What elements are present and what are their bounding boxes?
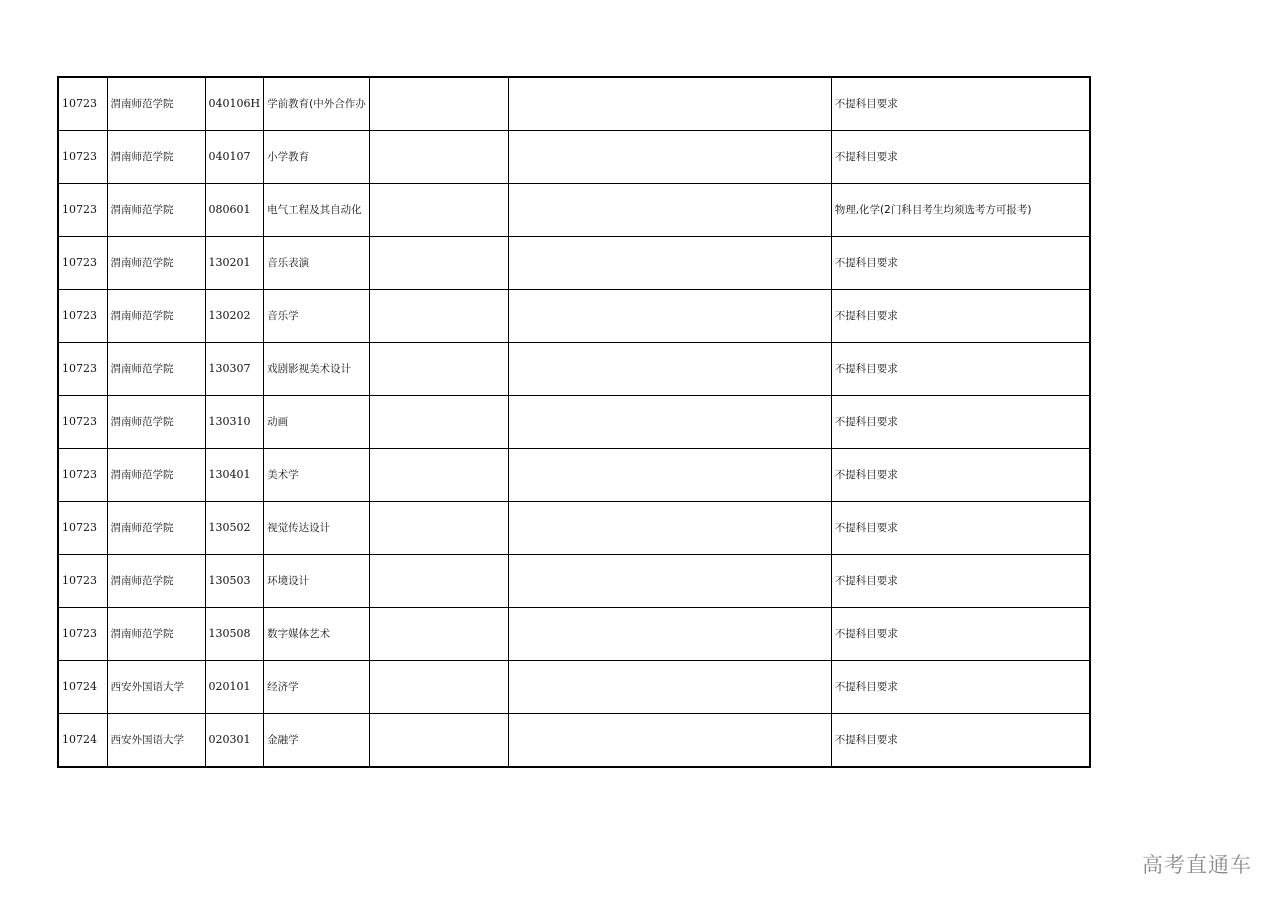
subject-requirement-cell: 不提科目要求 bbox=[831, 290, 1090, 343]
blank-cell bbox=[508, 661, 831, 714]
blank-cell bbox=[369, 131, 508, 184]
subject-requirement-cell: 不提科目要求 bbox=[831, 714, 1090, 768]
school-code-cell: 10723 bbox=[58, 396, 107, 449]
school-code-cell: 10723 bbox=[58, 77, 107, 131]
major-name-cell: 动画 bbox=[264, 396, 370, 449]
major-name-cell: 戏剧影视美术设计 bbox=[264, 343, 370, 396]
major-code-cell: 130310 bbox=[205, 396, 264, 449]
blank-cell bbox=[508, 502, 831, 555]
major-code-cell: 130503 bbox=[205, 555, 264, 608]
blank-cell bbox=[508, 131, 831, 184]
major-code-cell: 130202 bbox=[205, 290, 264, 343]
major-name-cell: 音乐学 bbox=[264, 290, 370, 343]
blank-cell bbox=[508, 237, 831, 290]
school-name-cell: 渭南师范学院 bbox=[107, 449, 205, 502]
subject-requirement-cell: 不提科目要求 bbox=[831, 449, 1090, 502]
subject-requirement-cell: 不提科目要求 bbox=[831, 131, 1090, 184]
blank-cell bbox=[508, 714, 831, 768]
school-name-cell: 渭南师范学院 bbox=[107, 184, 205, 237]
table-row bbox=[58, 502, 1090, 555]
table-row bbox=[58, 184, 1090, 237]
blank-cell bbox=[508, 608, 831, 661]
school-name-cell: 渭南师范学院 bbox=[107, 608, 205, 661]
blank-cell bbox=[508, 449, 831, 502]
major-code-cell: 130307 bbox=[205, 343, 264, 396]
watermark-text: 高考直通车 bbox=[1142, 853, 1252, 877]
school-name-cell: 渭南师范学院 bbox=[107, 555, 205, 608]
blank-cell bbox=[508, 290, 831, 343]
blank-cell bbox=[369, 237, 508, 290]
blank-cell bbox=[508, 77, 831, 131]
subject-requirement-cell: 不提科目要求 bbox=[831, 343, 1090, 396]
major-name-cell: 电气工程及其自动化 bbox=[264, 184, 370, 237]
major-name-cell: 小学教育 bbox=[264, 131, 370, 184]
blank-cell bbox=[369, 555, 508, 608]
major-code-cell: 130508 bbox=[205, 608, 264, 661]
major-name-cell: 金融学 bbox=[264, 714, 370, 768]
table-row bbox=[58, 608, 1090, 661]
blank-cell bbox=[369, 184, 508, 237]
school-name-cell: 渭南师范学院 bbox=[107, 237, 205, 290]
blank-cell bbox=[369, 77, 508, 131]
major-name-cell: 美术学 bbox=[264, 449, 370, 502]
major-code-cell: 040107 bbox=[205, 131, 264, 184]
table-row bbox=[58, 661, 1090, 714]
major-code-cell: 130201 bbox=[205, 237, 264, 290]
blank-cell bbox=[508, 184, 831, 237]
school-name-cell: 渭南师范学院 bbox=[107, 77, 205, 131]
subject-requirement-cell: 不提科目要求 bbox=[831, 661, 1090, 714]
subject-requirement-cell: 物理,化学(2门科目考生均须选考方可报考) bbox=[831, 184, 1090, 237]
school-code-cell: 10724 bbox=[58, 661, 107, 714]
major-name-cell: 数字媒体艺术 bbox=[264, 608, 370, 661]
school-code-cell: 10723 bbox=[58, 502, 107, 555]
school-code-cell: 10723 bbox=[58, 343, 107, 396]
major-code-cell: 020101 bbox=[205, 661, 264, 714]
blank-cell bbox=[508, 343, 831, 396]
subject-requirements-table bbox=[57, 76, 1091, 768]
blank-cell bbox=[369, 608, 508, 661]
table-row bbox=[58, 449, 1090, 502]
subject-requirement-cell: 不提科目要求 bbox=[831, 77, 1090, 131]
school-code-cell: 10723 bbox=[58, 131, 107, 184]
table-row bbox=[58, 290, 1090, 343]
school-code-cell: 10723 bbox=[58, 290, 107, 343]
blank-cell bbox=[369, 290, 508, 343]
major-code-cell: 040106H bbox=[205, 77, 264, 131]
blank-cell bbox=[508, 396, 831, 449]
table-row bbox=[58, 131, 1090, 184]
major-name-cell: 学前教育(中外合作办 bbox=[264, 77, 370, 131]
school-name-cell: 渭南师范学院 bbox=[107, 502, 205, 555]
school-name-cell: 渭南师范学院 bbox=[107, 131, 205, 184]
blank-cell bbox=[369, 449, 508, 502]
table-row bbox=[58, 77, 1090, 131]
blank-cell bbox=[369, 502, 508, 555]
blank-cell bbox=[369, 714, 508, 768]
major-name-cell: 经济学 bbox=[264, 661, 370, 714]
major-name-cell: 音乐表演 bbox=[264, 237, 370, 290]
subject-requirement-cell: 不提科目要求 bbox=[831, 608, 1090, 661]
school-name-cell: 西安外国语大学 bbox=[107, 661, 205, 714]
major-code-cell: 130502 bbox=[205, 502, 264, 555]
major-name-cell: 环境设计 bbox=[264, 555, 370, 608]
school-code-cell: 10723 bbox=[58, 608, 107, 661]
school-name-cell: 渭南师范学院 bbox=[107, 396, 205, 449]
table-row bbox=[58, 237, 1090, 290]
school-code-cell: 10723 bbox=[58, 449, 107, 502]
blank-cell bbox=[369, 396, 508, 449]
school-name-cell: 西安外国语大学 bbox=[107, 714, 205, 768]
blank-cell bbox=[508, 555, 831, 608]
major-name-cell: 视觉传达设计 bbox=[264, 502, 370, 555]
subject-requirement-cell: 不提科目要求 bbox=[831, 237, 1090, 290]
school-name-cell: 渭南师范学院 bbox=[107, 290, 205, 343]
table-row bbox=[58, 343, 1090, 396]
school-name-cell: 渭南师范学院 bbox=[107, 343, 205, 396]
subject-requirement-cell: 不提科目要求 bbox=[831, 502, 1090, 555]
table-body bbox=[58, 77, 1090, 767]
school-code-cell: 10723 bbox=[58, 237, 107, 290]
table-row bbox=[58, 396, 1090, 449]
major-code-cell: 020301 bbox=[205, 714, 264, 768]
major-code-cell: 130401 bbox=[205, 449, 264, 502]
table-row bbox=[58, 714, 1090, 768]
blank-cell bbox=[369, 661, 508, 714]
subject-requirement-cell: 不提科目要求 bbox=[831, 555, 1090, 608]
major-code-cell: 080601 bbox=[205, 184, 264, 237]
subject-requirement-cell: 不提科目要求 bbox=[831, 396, 1090, 449]
table-row bbox=[58, 555, 1090, 608]
blank-cell bbox=[369, 343, 508, 396]
school-code-cell: 10724 bbox=[58, 714, 107, 768]
school-code-cell: 10723 bbox=[58, 184, 107, 237]
school-code-cell: 10723 bbox=[58, 555, 107, 608]
